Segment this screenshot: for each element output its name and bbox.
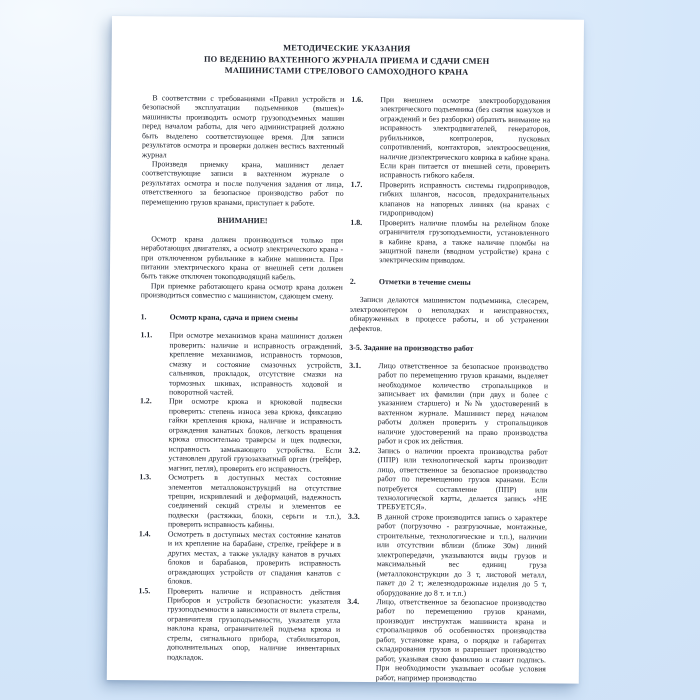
item-number: 1.3. [139, 472, 152, 482]
item-number: 1.2. [139, 396, 152, 406]
list-item [348, 446, 548, 514]
list-item [347, 512, 547, 599]
left-column [138, 93, 345, 682]
item-text: Лицо, ответственное за безопасное производство работ по перемещению грузов кранами, производит инструктаж машиниста крана и стропальщиков об особенностях производства работ, установке крана, о порядке и габаритах складирования грузов и разрешает производство работ, указывая свою фамилию и ставит подпись. При необходимости указывает особые условия работ, например производство [375, 597, 547, 683]
list-item [138, 586, 341, 663]
list-item [347, 597, 547, 684]
section-number: 1. [140, 312, 147, 322]
section-2-heading [350, 277, 549, 288]
item-number: 1.6. [351, 94, 364, 104]
list-item [139, 529, 341, 587]
title-line-1: МЕТОДИЧЕСКИЕ УКАЗАНИЯ [283, 43, 411, 54]
item-number: 1.8. [350, 217, 363, 227]
two-column-layout [138, 93, 551, 683]
document-page [107, 16, 584, 684]
item-text: При внешнем осмотре электрооборудования электрического подъемника (без снятия кожухов и ограждений и без разборки) обратить внимание на исправность электродвигателей, генераторов, рубильников, контролеров, пусковых сопротивлений, контакторов, электроосвещения, наличие диэлектрического коврика в кабине крана. Если кран питается от внешней сети, проверить исправность гибкого кабеля. [379, 94, 551, 181]
section-3-5-heading: 3-5. Задание на производство работ [349, 343, 474, 354]
attention-paragraph: Осмотр крана должен производиться только при неработающих двигателях, а осмотр электрического крана - при отключенном рубильнике в кабине машиниста. При питании электрического крана от внешней сети должен быть также отключен токоподводящий кабель. [140, 233, 344, 282]
section-title: Осмотр крана, сдача и прием смены [169, 312, 298, 323]
item-text: Осмотреть в доступных местах состояние элементов металлоконструкций на отсутствие трещин, искривлений и деформаций, надежность соединений секций стрелы и элементов ее подвески (растяжки, блоки, серьги и т.п.), проверить исправность кабины. [167, 472, 342, 530]
item-text: Проверить исправность системы гидроприводов, гибких шлангов, насосов, предохранительных клапанов на напорных линиях (на кранах с гидроприводом) [379, 179, 550, 218]
right-column [347, 95, 551, 684]
list-item [139, 397, 342, 474]
item-text: При осмотре механизмов крана машинист должен проверить: наличие и исправность ограждений, крепление механизмов, исправность тормозов, смазку и состояние смазочных устройств, сальников, прокладок, отсутствие смазки на тормозных шкивах, исправность ходовой и поворотной частей. [169, 330, 343, 397]
item-text: Проверить наличие и исправность действия Приборов и устройств безопасности: указателя грузоподъемности в зависимости от вылета стрелы, ограничителя грузоподъемности, указателя угла наклона крана, ограничителей подъема крюка и стрелы, сигнального прибора, стабилизаторов, дополнительных опор, наличие инвентарных подкладок. [166, 585, 341, 662]
list-item [139, 472, 341, 530]
item-text: Запись о наличии проекта производства работ (ППР) или технологической карты производит лицо, ответственное за безопасное производство работ по перемещению грузов кранами. Если потребуется составление (ППР) или технологической карты, делается запись «НЕ ТРЕБУЕТСЯ». [377, 445, 548, 512]
document-title [143, 41, 551, 79]
section-number: 2. [349, 276, 356, 286]
item-text: При осмотре крюка и крюковой подвески проверить: степень износа зева крюка, фиксацию гайки крепления крюка, наличие и исправность ограждения канатных блоков, легкость вращения крюка относительно траверсы и щек подвески, исправность замыкающего устройства. Если установлен другой грузозахватный орган (грейфер, магнит, петля), проверить его исправность. [168, 396, 343, 474]
section-1-heading [141, 312, 343, 323]
item-text: Осмотреть в доступных местах состояние канатов и их крепление на барабане, стрелке, грейфере и в других местах, а также укладку канатов в ручьях блоков и барабанов, проверить исправность ограждающих устройств от спадания канатов с блоков. [167, 529, 341, 586]
list-item [140, 331, 343, 399]
item-number: 3.2. [348, 445, 361, 455]
item-number: 1.5. [138, 585, 151, 595]
item-number: 1.7. [350, 179, 363, 189]
item-number: 3.3. [348, 511, 360, 521]
attention-heading: ВНИМАНИЕ! [217, 216, 268, 226]
section-2-paragraph: Записи делаются машинистом подъемника, слесарем, электромонтером о неполадках и неисправностях, обнаруженных в процессе работы, и об устранении дефектов. [349, 295, 549, 333]
item-number: 1.1. [140, 330, 153, 340]
list-item [350, 180, 549, 219]
list-item [349, 361, 549, 448]
attention-paragraph: При приемке работающего крана осмотр крана должен производиться совместно с машинистом, сдающем смену. [140, 281, 343, 302]
intro-paragraph: В соответствии с требованиями «Правил устройств и безопасной эксплуатации подъемников (вышек)» машинисты производить осмотр грузоподъемных машин перед началом работы, для чего администрацией должно быть выделено соответствующее время. Для записи результатов осмотра и проверки должен вестись вахтенный журнал [141, 93, 345, 159]
list-item [351, 95, 551, 182]
item-text: Проверить наличие пломбы на релейном блоке ограничителя грузоподъемности, установленного в кабине крана, а также наличие пломбы на защитной панели (вводном устройстве) крана с электрическим приводом. [379, 217, 550, 266]
intro-paragraph: Произведя приемку крана, машинист делает соответствующие записи в вахтенном журнале о результатах осмотра и после получения задания от лица, ответственного за безопасное производство работ по перемещению грузов кранами, приступает к работе. [141, 159, 344, 208]
title-line-2: ПО ВЕДЕНИЮ ВАХТЕННОГО ЖУРНАЛА ПРИЕМА И СДАЧИ СМЕН [203, 54, 490, 66]
item-text: В данной строке производится запись о характере работ (погрузочно - разгрузочные, монтажные, строительные, технологические и т.п.), наличии или отсутствии вблизи (ближе 30м) линий электропередачи, указываются виды грузов и максимальный вес единиц груза (металлоконструкции до 3 т, листовой металл, пакет до 2 т; железнодорожные изделия до 5 т, оборудование до 8 т. и т.п.) [376, 512, 548, 598]
item-number: 3.1. [349, 360, 362, 370]
title-line-3: МАШИНИСТАМИ СТРЕЛОВОГО САМОХОДНОГО КРАНА [224, 66, 469, 77]
item-number: 1.4. [138, 529, 151, 539]
list-item [350, 218, 549, 267]
section-title: Отметки в течение смены [378, 277, 471, 287]
item-number: 3.4. [347, 596, 360, 606]
item-text: Лицо ответственное за безопасное производство работ по перемещению грузов кранами, выделяет необходимое количество стропальщиков и записывает их фамилии (при двух и более с указанием старшего) и №№ удостоверений в вахтенном журнале. Машинист перед началом работы должен проверить у стропальщиков наличие удостоверений на право производства работ и срок их действия. [377, 360, 549, 447]
